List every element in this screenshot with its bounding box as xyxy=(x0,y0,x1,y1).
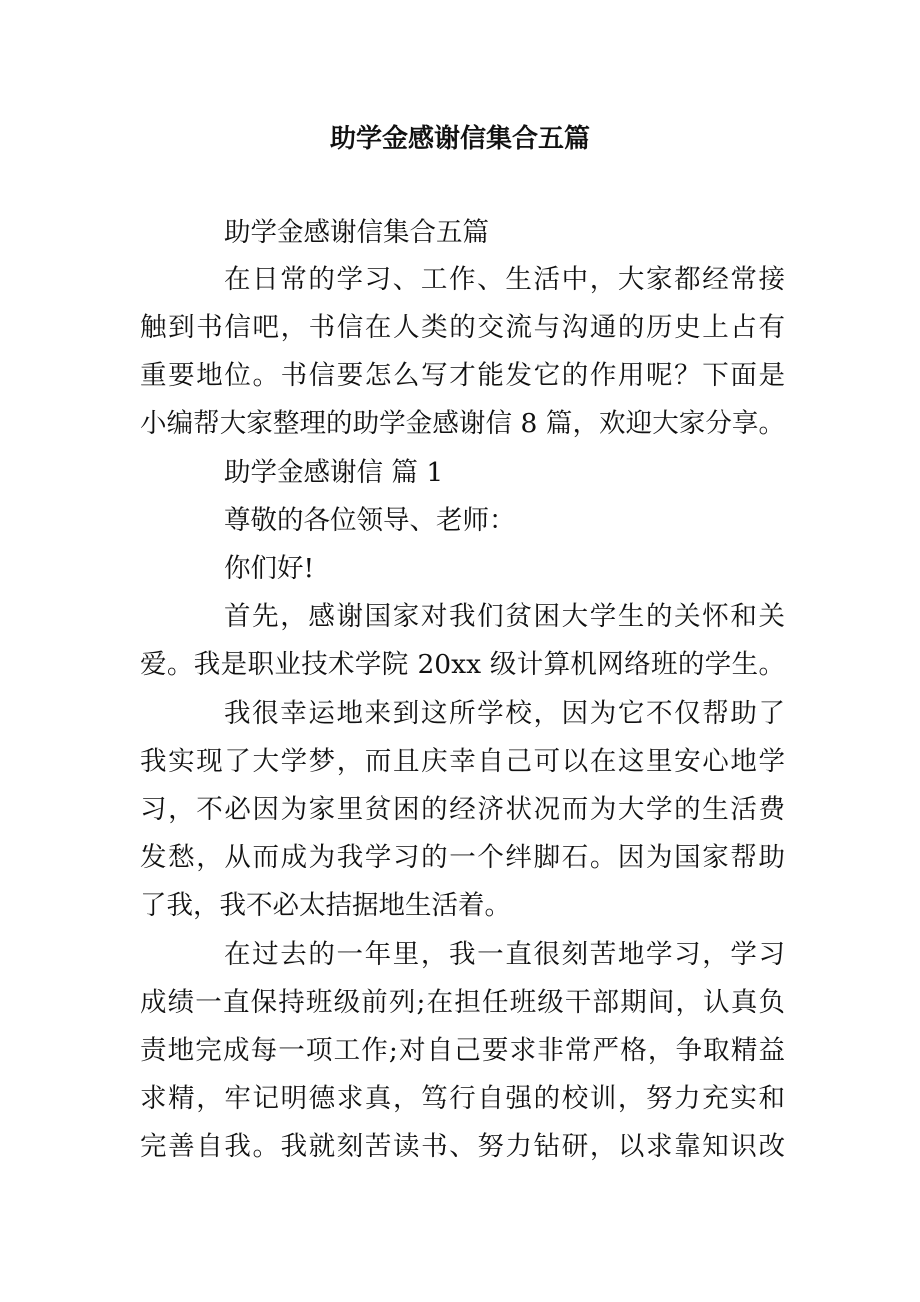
paragraph-line: 我实现了大学梦，而且庆幸自己可以在这里安心地学 xyxy=(140,746,785,777)
paragraph-line: 习，不必因为家里贫困的经济状况而为大学的生活费 xyxy=(140,794,785,825)
paragraph-line: 小编帮大家整理的助学金感谢信 8 篇，欢迎大家分享。 xyxy=(140,408,785,439)
paragraph-line: 重要地位。书信要怎么写才能发它的作用呢？下面是 xyxy=(140,360,785,391)
paragraph-line: 完善自我。我就刻苦读书、努力钻研，以求靠知识改 xyxy=(140,1131,785,1162)
paragraph-line: 成绩一直保持班级前列;在担任班级干部期间，认真负 xyxy=(140,987,785,1018)
subtitle-line: 助学金感谢信集合五篇 xyxy=(224,217,489,248)
paragraph-line: 爱。我是职业技术学院 20xx 级计算机网络班的学生。 xyxy=(140,649,785,680)
salutation: 尊敬的各位领导、老师： xyxy=(224,505,516,536)
paragraph-line: 在过去的一年里，我一直很刻苦地学习，学习 xyxy=(224,939,785,970)
section-heading: 助学金感谢信 篇 1 xyxy=(224,457,444,488)
paragraph-line: 了我，我不必太拮据地生活着。 xyxy=(140,890,511,921)
paragraph-line: 首先，感谢国家对我们贫困大学生的关怀和关 xyxy=(224,601,785,632)
paragraph-line: 我很幸运地来到这所学校，因为它不仅帮助了 xyxy=(224,698,785,729)
paragraph-line: 在日常的学习、工作、生活中，大家都经常接 xyxy=(224,264,785,295)
paragraph-line: 发愁，从而成为我学习的一个绊脚石。因为国家帮助 xyxy=(140,842,785,873)
document-title: 助学金感谢信集合五篇 xyxy=(329,124,590,154)
greeting: 你们好! xyxy=(224,553,315,584)
paragraph-line: 求精，牢记明德求真，笃行自强的校训，努力充实和 xyxy=(140,1083,785,1114)
paragraph-line: 责地完成每一项工作;对自己要求非常严格，争取精益 xyxy=(140,1035,785,1066)
paragraph-line: 触到书信吧，书信在人类的交流与沟通的历史上占有 xyxy=(140,312,785,343)
